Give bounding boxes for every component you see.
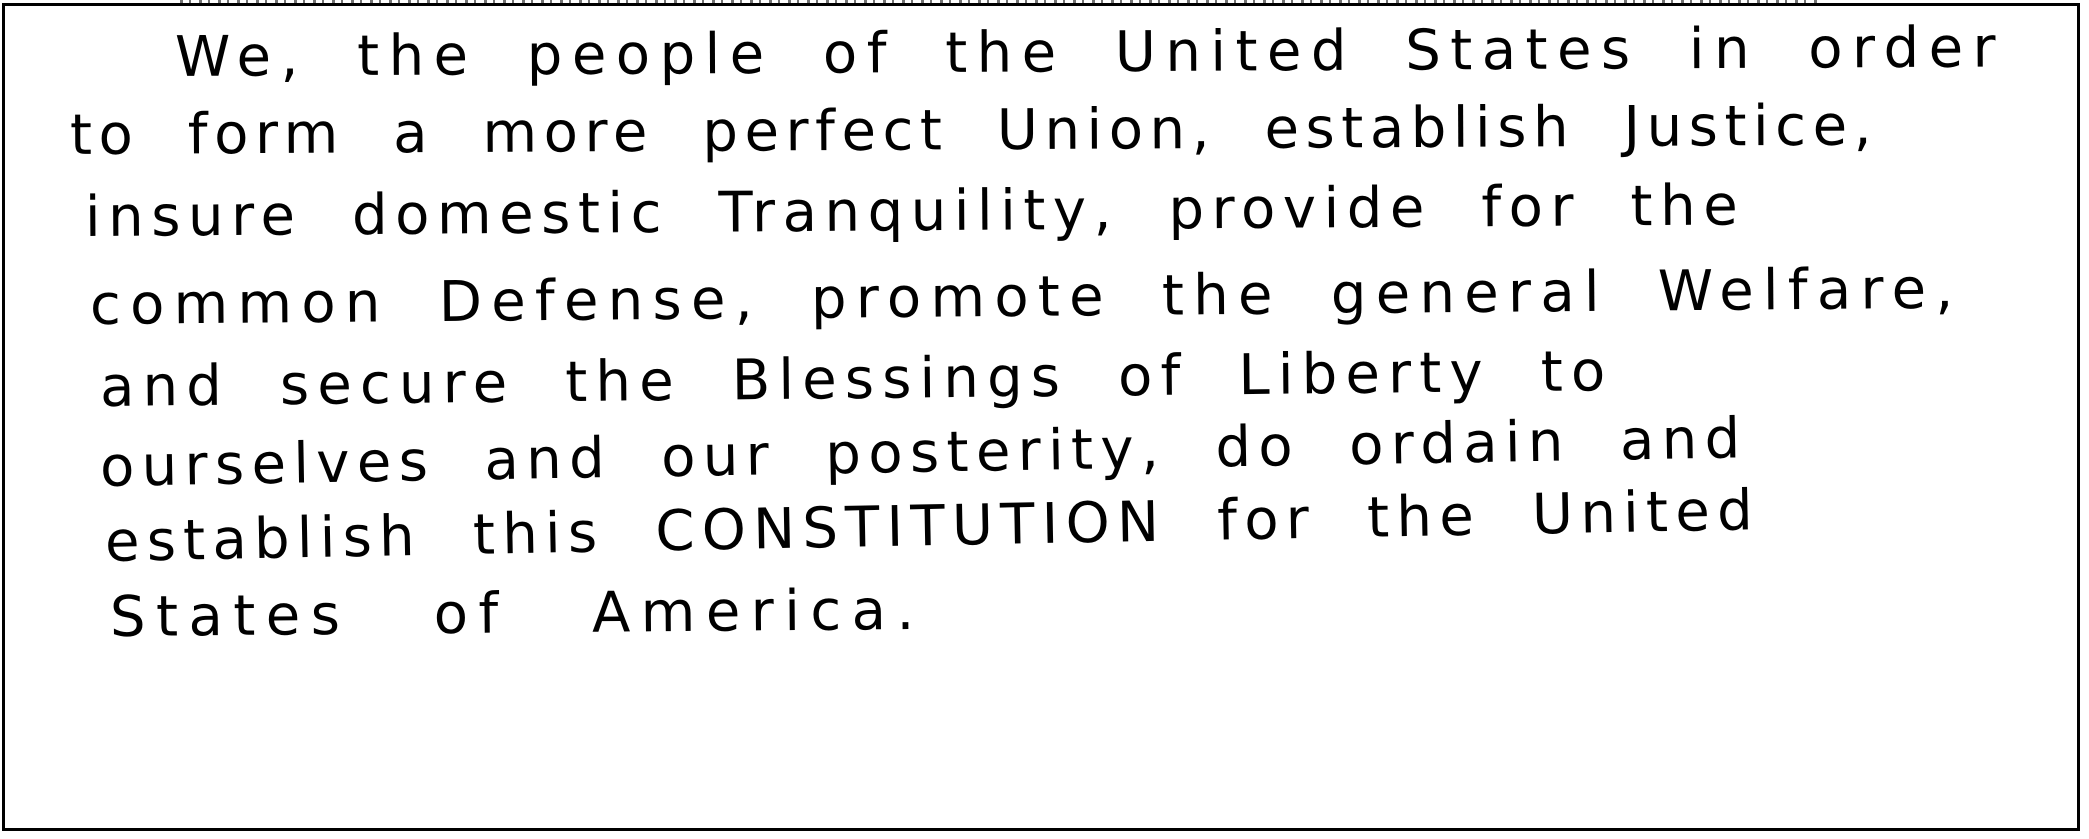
text-line-8: States of America.: [109, 577, 926, 650]
text-line-1: We, the people of the United States in order: [174, 15, 2006, 90]
text-line-2: to form a more perfect Union, establish Justice,: [69, 93, 1879, 168]
text-line-4: common Defense, promote the general Welfare,: [89, 256, 1963, 338]
text-line-7: establish this CONSTITUTION for the United: [104, 478, 1761, 575]
text-line-6: ourselves and our posterity, do ordain and: [99, 406, 1749, 500]
text-line-3: insure domestic Tranquility, provide for the: [84, 173, 1746, 250]
text-line-5: and secure the Blessings of Liberty to: [99, 339, 1614, 420]
